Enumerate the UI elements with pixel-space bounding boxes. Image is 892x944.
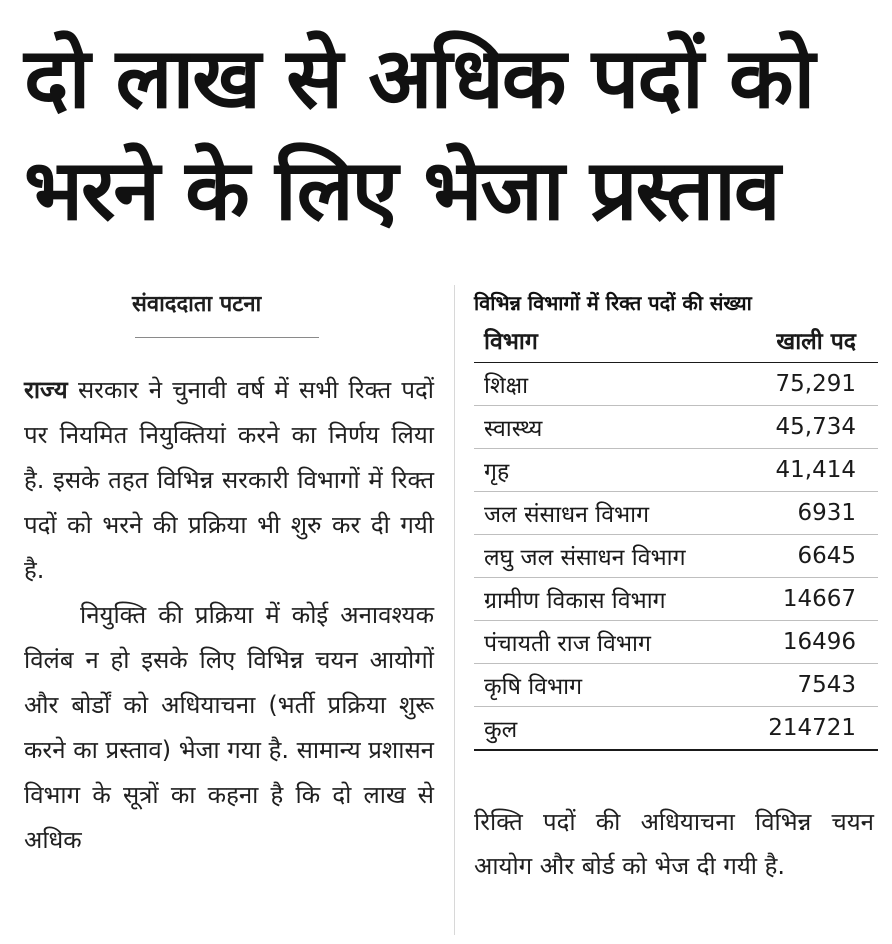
total-label: कुल — [484, 717, 518, 743]
table-total-row — [474, 707, 878, 751]
row-department: कृषि विभाग — [484, 674, 583, 700]
article-paragraph-2: नियुक्ति की प्रक्रिया में कोई अनावश्यक विलंब न हो इसके लिए विभिन्न चयन आयोगों और बोर्डों को अधियाचना (भर्ती प्रक्रिया शुरू करने का प्रस्ताव) भेजा गया है. सामान्य प्रशासन विभाग के सूत्रों का कहना है कि दो लाख से अधिक — [24, 601, 434, 854]
table-row — [474, 449, 878, 492]
table-row — [474, 535, 878, 578]
row-department: स्वास्थ्य — [484, 416, 543, 442]
table-row — [474, 664, 878, 707]
total-value: 214721 — [768, 715, 856, 741]
row-count: 6931 — [797, 500, 856, 526]
article-body — [24, 368, 434, 863]
table-header — [474, 322, 878, 362]
table-note: रिक्ति पदों की अधियाचना विभिन्न चयन आयोग और बोर्ड को भेज दी गयी है. — [474, 808, 874, 880]
table-row — [474, 621, 878, 664]
row-count: 16496 — [782, 629, 856, 655]
table-row — [474, 492, 878, 535]
row-department: ग्रामीण विकास विभाग — [484, 588, 666, 614]
byline: संवाददाता पटना — [132, 292, 262, 317]
row-count: 14667 — [782, 586, 856, 612]
table-row — [474, 406, 878, 449]
row-count: 41,414 — [775, 457, 856, 483]
paragraph-1-text: सरकार ने चुनावी वर्ष में सभी रिक्त पदों पर नियमित नियुक्तियां करने का निर्णय लिया है. इसके तहत विभिन्न सरकारी विभागों में रिक्त पदों को भरने की प्रक्रिया भी शुरु कर दी गयी है. — [24, 376, 434, 584]
header-vacant-posts: खाली पद — [776, 329, 856, 355]
headline — [24, 22, 874, 246]
table-title: विभिन्न विभागों में रिक्त पदों की संख्या — [474, 291, 752, 315]
article-paragraph-1 — [24, 368, 434, 593]
headline-line-1: दो लाख से अधिक पदों को — [24, 29, 814, 127]
row-department: पंचायती राज विभाग — [484, 631, 651, 657]
byline-divider — [135, 337, 319, 338]
row-department: लघु जल संसाधन विभाग — [484, 545, 686, 571]
row-count: 45,734 — [775, 414, 856, 440]
row-department: गृह — [484, 459, 510, 485]
header-department: विभाग — [484, 329, 538, 355]
row-count: 7543 — [797, 672, 856, 698]
table-row — [474, 363, 878, 406]
vacancy-table — [474, 284, 878, 751]
row-count: 75,291 — [775, 371, 856, 397]
column-divider — [454, 285, 455, 935]
lead-word: राज्य — [24, 376, 68, 404]
row-count: 6645 — [797, 543, 856, 569]
row-department: शिक्षा — [484, 373, 529, 399]
row-department: जल संसाधन विभाग — [484, 502, 650, 528]
headline-line-2: भरने के लिए भेजा प्रस्ताव — [24, 141, 779, 239]
table-rows — [474, 362, 878, 751]
table-row — [474, 578, 878, 621]
